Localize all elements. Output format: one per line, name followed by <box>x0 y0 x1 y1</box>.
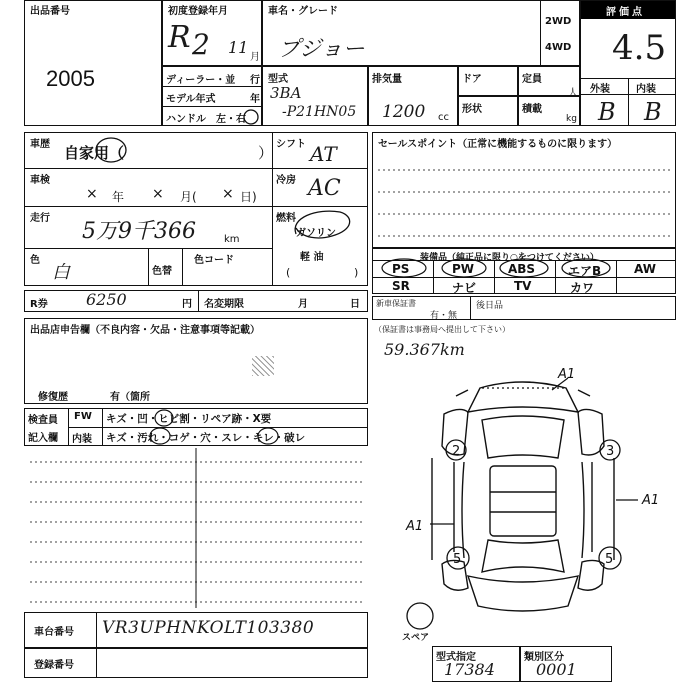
car-name-value: プジョー <box>278 37 365 62</box>
history-close: ） <box>258 144 274 162</box>
fuel-gasoline: ガソリン <box>296 228 336 239</box>
registration-box <box>24 648 368 678</box>
rating-value: 4.5 <box>612 28 667 68</box>
name-change-label: 名変期限 <box>204 299 244 310</box>
car-damage-diagram <box>372 362 676 652</box>
damage-mark-right: A1 <box>642 493 660 508</box>
fuel-paren-open: ( <box>286 266 291 279</box>
recycle-unit: 円 <box>182 299 192 310</box>
lot-number-box <box>24 0 162 126</box>
fuel-label: 燃料 <box>276 213 296 224</box>
warranty-value: 有・無 <box>430 311 458 321</box>
damage-circle-5-left: 5 <box>453 552 462 567</box>
dealer-unit: 行 <box>250 75 260 86</box>
damage-mark-left: A1 <box>406 519 424 534</box>
damage-circle-2: 2 <box>452 444 461 459</box>
drive-4wd-label: 4WD <box>545 42 572 53</box>
inspection-day-unit: 日) <box>240 190 257 204</box>
recycle-box <box>24 290 368 312</box>
chassis-value: VR3UPHNKOLT103380 <box>102 618 315 638</box>
warranty-note: （保証書は事務局へ提出して下さい） <box>374 325 510 334</box>
color-code-label: 色コード <box>194 255 234 266</box>
category-value: 0001 <box>536 660 577 679</box>
gasoline-circle <box>288 204 358 242</box>
mileage-label: 走行 <box>30 213 50 224</box>
model-value-line1: 3BA <box>270 84 302 102</box>
inspector-fw-text: キズ・凹・ヒビ割・リペア跡・X要 <box>106 413 272 425</box>
damage-circle-5-right: 5 <box>605 552 614 567</box>
equip-airbag: エアB <box>568 264 602 278</box>
first-registration-era: R <box>168 20 191 55</box>
equip-tv: TV <box>514 279 532 293</box>
private-use-circle <box>94 136 128 164</box>
equipment-circles <box>376 256 626 280</box>
rating-label: 評価点 <box>606 7 645 18</box>
model-value-line2: -P21HN05 <box>282 104 357 120</box>
warranty-handwritten: 59.367km <box>384 340 465 359</box>
inspection-month-unit: 月( <box>180 190 197 204</box>
interior-grade-label: 内装 <box>636 84 656 95</box>
shift-value: AT <box>310 142 337 166</box>
sales-point-title: セールスポイント（正常に機能するものに限ります） <box>378 139 618 150</box>
registration-label: 登録番号 <box>34 660 74 671</box>
history-label: 車歴 <box>30 139 50 150</box>
recycle-label: R券 <box>30 299 48 310</box>
first-registration-label: 初度登録年月 <box>168 6 228 17</box>
lot-number-label: 出品番号 <box>30 6 70 17</box>
model-year-label: モデル年式 <box>166 94 216 105</box>
recycle-value: 6250 <box>86 290 127 309</box>
equip-leather: カワ <box>570 281 595 295</box>
equipment-title: 装備品（純正品に限り○をつけてください） <box>420 253 599 263</box>
handle-right-circle <box>242 108 260 126</box>
warranty-label: 新車保証書 <box>376 299 416 308</box>
inspector-fw: FW <box>74 411 92 422</box>
name-change-month: 月 <box>298 299 308 310</box>
name-change-day: 日 <box>350 299 360 310</box>
first-registration-month-unit: 月 <box>250 52 260 63</box>
repair-history-label: 修復歴 <box>38 392 68 403</box>
color-value: 白 <box>52 262 70 283</box>
equip-pw: PW <box>452 262 475 276</box>
equip-ps: PS <box>392 262 410 276</box>
displacement-value: 1200 <box>382 102 426 122</box>
category-label: 類別区分 <box>524 652 564 663</box>
damage-circle-3: 3 <box>606 444 615 459</box>
inspector-circles <box>140 406 280 448</box>
history-value: 自家用（ <box>64 144 125 162</box>
type-designation-value: 17384 <box>444 660 495 679</box>
equip-sr: SR <box>392 279 410 293</box>
inspection-year-unit: 年 <box>112 190 125 204</box>
lot-number-value: 2005 <box>46 66 95 91</box>
handle-label: ハンドル <box>166 114 206 125</box>
dealer-label: ディーラー・並 <box>166 75 236 86</box>
inspection-month-mark: × <box>152 186 164 202</box>
shift-label: シフト <box>276 139 306 150</box>
fuel-paren-close: ) <box>354 266 359 279</box>
equip-navi: ナビ <box>452 281 477 295</box>
handle-value: 左・右 <box>216 114 246 125</box>
inspector-label-1: 検査員 <box>28 415 58 426</box>
exterior-grade-value: B <box>598 98 616 126</box>
aircon-label: 冷房 <box>276 175 296 186</box>
warranty-box <box>372 296 676 320</box>
first-registration-year: 2 <box>192 28 210 61</box>
load-label: 積載 <box>522 104 542 115</box>
inspection-year-mark: × <box>86 186 98 202</box>
fuel-diesel: 軽 油 <box>300 252 324 263</box>
model-label: 型式 <box>268 74 288 85</box>
car-name-label: 車名・グレード <box>268 6 338 17</box>
displacement-unit: cc <box>438 112 449 123</box>
mileage-value: 5万9千366 <box>82 219 196 244</box>
equip-abs: ABS <box>508 262 536 276</box>
first-registration-month: 11 <box>228 38 249 57</box>
door-label: ドア <box>462 74 482 85</box>
load-unit: kg <box>566 114 577 124</box>
inspector-interior: 内装 <box>72 434 92 445</box>
declaration-scribble <box>252 356 274 376</box>
capacity-unit: 人 <box>568 88 578 99</box>
displacement-label: 排気量 <box>372 74 402 85</box>
damage-mark-front: A1 <box>558 367 576 382</box>
color-change-label: 色替 <box>152 266 172 277</box>
drive-2wd-label: 2WD <box>545 16 572 27</box>
declaration-lines <box>24 448 368 608</box>
inspection-label: 車検 <box>30 175 50 186</box>
shape-label: 形状 <box>462 104 482 115</box>
mileage-unit: km <box>224 234 240 245</box>
capacity-label: 定員 <box>522 74 542 85</box>
warranty-date-label: 後日品 <box>476 301 504 311</box>
spare-label: スペア <box>402 633 430 643</box>
aircon-value: AC <box>308 176 341 201</box>
inspector-label-2: 記入欄 <box>28 433 58 444</box>
repair-history-value: 有（箇所 <box>110 392 150 403</box>
color-label: 色 <box>30 255 40 266</box>
chassis-label: 車台番号 <box>34 627 74 638</box>
type-designation-label: 型式指定 <box>436 652 476 663</box>
declaration-title: 出品店申告欄（不良内容・欠品・注意事項等記載） <box>30 325 260 336</box>
inspection-day-mark: × <box>222 186 234 202</box>
exterior-grade-label: 外装 <box>590 84 610 95</box>
inspector-interior-text: キズ・汚れ・コゲ・穴・スレ・キレ・破レ <box>106 432 306 444</box>
interior-grade-value: B <box>644 98 662 126</box>
model-year-unit: 年 <box>250 94 260 105</box>
equip-aw: AW <box>634 262 656 276</box>
